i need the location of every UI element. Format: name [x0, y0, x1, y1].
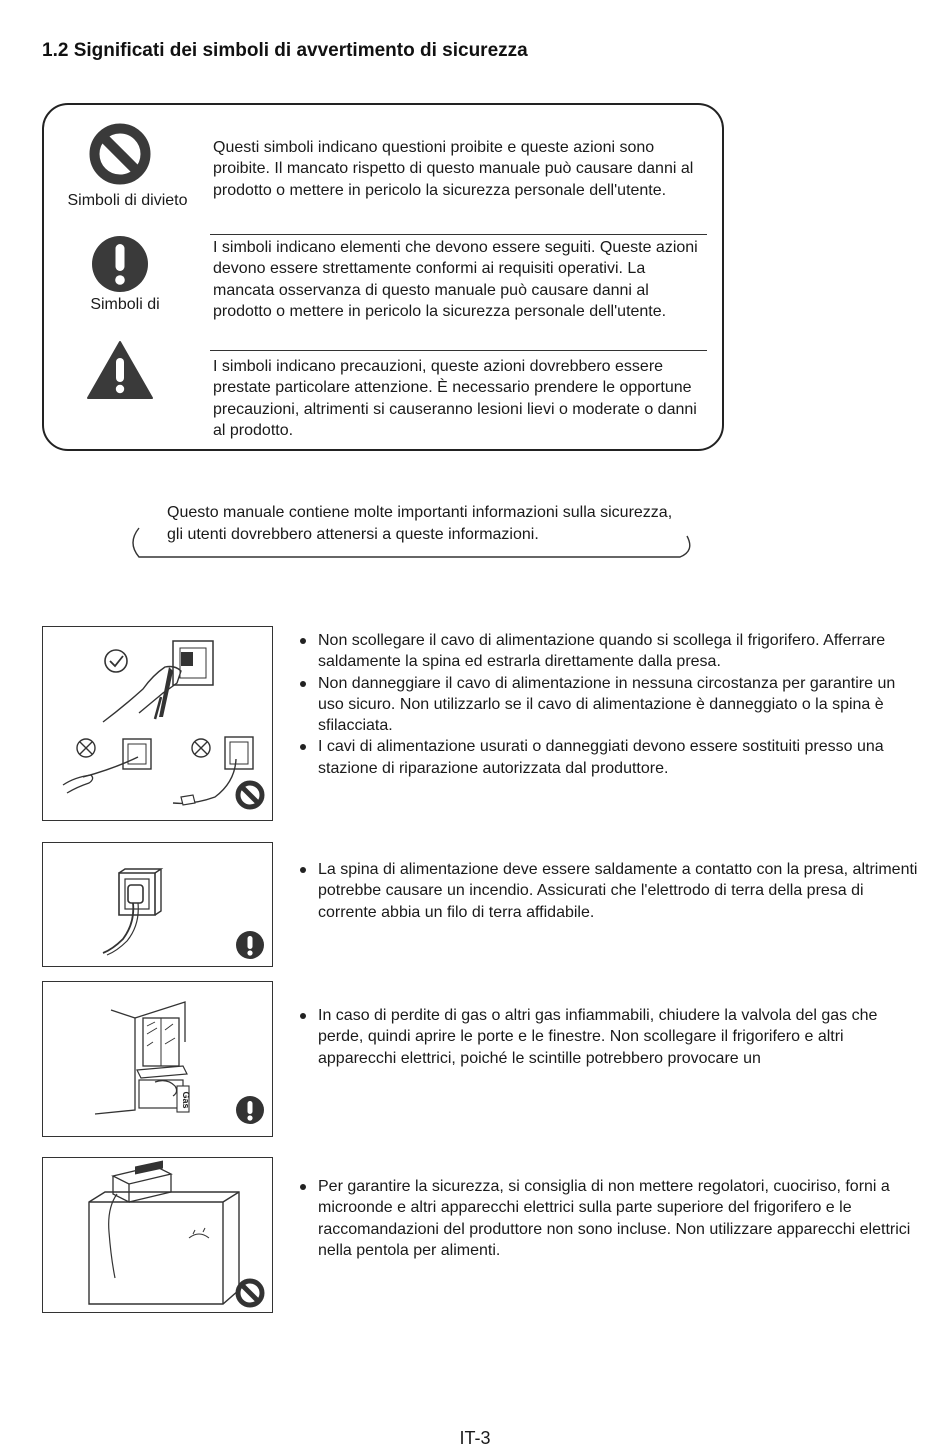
warning-1-list	[300, 630, 920, 779]
warning-bullet: I cavi di alimentazione usurati o danneggiati devono essere sostituiti presso una stazione di riparazione autorizzata dal produttore.	[300, 736, 920, 779]
prohibition-icon	[238, 1281, 262, 1305]
prohibition-icon	[89, 123, 151, 185]
warning-3-list	[300, 1005, 920, 1069]
warning-2-list	[300, 859, 920, 923]
page-number: IT-3	[459, 1428, 491, 1448]
warning-bullet: Non danneggiare il cavo di alimentazione in nessuna circostanza per garantire un uso sicuro. Non utilizzarlo se il cavo di alimentazione è danneggiato o la spina è sfilacciata.	[300, 673, 920, 737]
power-plug-unplug-illustration	[42, 626, 273, 821]
gas-label: Gas	[181, 1091, 191, 1109]
mandatory-icon	[236, 931, 264, 959]
symbol-divider	[210, 350, 707, 351]
prohibition-icon	[238, 783, 262, 807]
warning-bullet: La spina di alimentazione deve essere saldamente a contatto con la presa, altrimenti potrebbe causare un incendio. Assicurati che l'elettrodo di terra della presa di corrente abbia un filo di terra affidabile.	[300, 859, 920, 923]
symbol-divider	[210, 234, 707, 235]
symbol-label-mandatory: Simboli di	[90, 296, 160, 313]
warning-bullet: Per garantire la sicurezza, si consiglia di non mettere regolatori, cuociriso, forni a microonde e altri apparecchi elettrici sulla parte superiore del frigorifero e le raccomandazioni del produttore non sono incluse. Non utilizzare apparecchi elettrici nella pentola per alimenti.	[300, 1176, 920, 1261]
symbol-description-caution: I simboli indicano precauzioni, queste azioni dovrebbero essere prestate particolare attenzione. È necessario prendere le opportune precauzioni, altrimenti si causeranno lesioni lievi o moderate o danni al prodotto.	[213, 358, 697, 439]
mandatory-icon	[91, 235, 149, 293]
safety-note: Questo manuale contiene molte importanti informazioni sulla sicurezza, gli utenti dovrebbero attenersi a queste informazioni.	[167, 504, 673, 543]
symbol-description-prohibition: Questi simboli indicano questioni proibite e queste azioni sono proibite. Il mancato rispetto di questo manuale può causare danni al prodotto o mettere in pericolo la sicurezza personale dell'utente.	[213, 139, 694, 199]
warning-bullet: In caso di perdite di gas o altri gas infiammabili, chiudere la valvola del gas che perde, quindi aprire le porte e le finestre. Non scollegare il frigorifero e altri apparecchi elettrici, poiché le scintille potrebbero provocare un	[300, 1005, 920, 1069]
wall-socket-illustration	[42, 842, 273, 967]
warning-triangle-icon	[86, 340, 154, 400]
symbol-description-mandatory: I simboli indicano elementi che devono essere seguiti. Queste azioni devono essere strettamente conformi ai requisiti operativi. La mancata osservanza di questo manuale può causare danni al prodotto o mettere in pericolo la sicurezza personale dell'utente.	[213, 239, 698, 320]
appliance-on-fridge-illustration	[42, 1157, 273, 1313]
warning-bullet: Non scollegare il cavo di alimentazione quando si scollega il frigorifero. Afferrare saldamente la spina ed estrarla direttamente dalla presa.	[300, 630, 920, 673]
warning-4-list	[300, 1176, 920, 1261]
gas-leak-window-illustration	[42, 981, 273, 1137]
mandatory-icon	[236, 1096, 264, 1124]
symbol-label-prohibition: Simboli di divieto	[67, 192, 188, 209]
section-title: 1.2 Significati dei simboli di avvertimento di sicurezza	[42, 40, 528, 61]
